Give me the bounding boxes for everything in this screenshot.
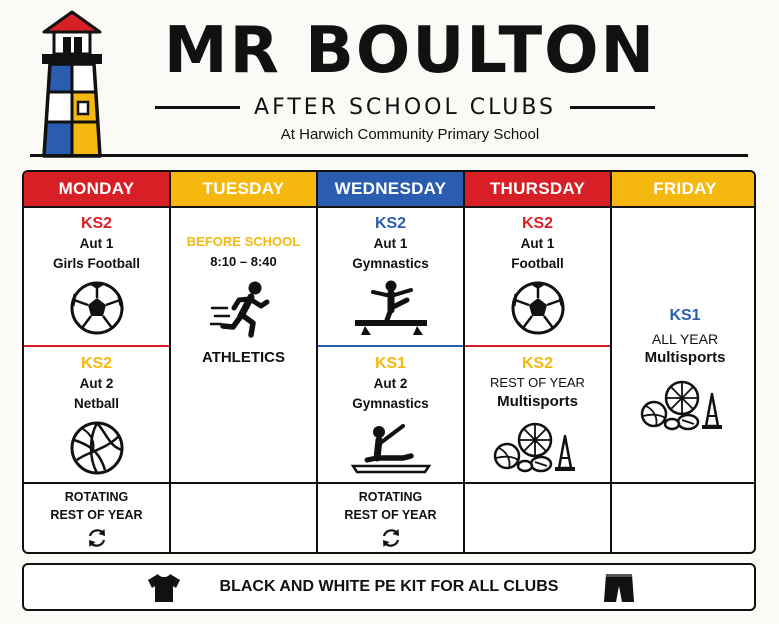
club-name: Football (511, 256, 564, 271)
football-icon (510, 280, 566, 336)
key-stage-label: KS2 (521, 355, 554, 372)
thursday-slot-1 (465, 214, 610, 336)
balance-beam-icon (349, 280, 433, 336)
multisports-icon (493, 418, 583, 474)
page-title: MR BOULTON (163, 14, 657, 88)
day-header-tuesday: TUESDAY (171, 172, 316, 208)
time-label: 8:10 – 8:40 (210, 254, 277, 269)
key-stage-label: KS1 (669, 307, 701, 324)
key-stage-label: KS1 (374, 355, 407, 372)
column-thursday (465, 172, 612, 552)
monday-slot-divider (24, 345, 169, 347)
tuesday-slot-1 (171, 232, 316, 368)
term-label: Aut 2 (79, 376, 114, 391)
netball-icon (69, 420, 125, 476)
rotating-label: ROTATING (64, 490, 129, 504)
rotate-icon (86, 527, 108, 549)
tshirt-icon (146, 572, 182, 604)
day-header-thursday: THURSDAY (465, 172, 610, 208)
monday-slot-2 (24, 354, 169, 476)
multisports-icon (640, 376, 730, 432)
subtitle-rule-left (155, 106, 240, 109)
wednesday-slot-2 (318, 354, 463, 476)
kit-notice: BLACK AND WHITE PE KIT FOR ALL CLUBS (219, 578, 559, 595)
term-label: Aut 1 (520, 236, 555, 251)
thursday-slot-2 (465, 354, 610, 474)
day-header-friday: FRIDAY (612, 172, 756, 208)
term-label: Aut 2 (373, 376, 408, 391)
thursday-slot-divider (465, 345, 610, 347)
lighthouse-icon (36, 10, 108, 160)
subtitle-rule-right (570, 106, 655, 109)
key-stage-label: KS2 (374, 215, 407, 232)
football-icon (69, 280, 125, 336)
page-subtitle: AFTER SCHOOL CLUBS (254, 94, 556, 120)
day-header-monday: MONDAY (24, 172, 169, 208)
timetable (22, 170, 756, 554)
kit-footer (22, 563, 756, 611)
rotate-icon (380, 527, 402, 549)
day-header-wednesday: WEDNESDAY (318, 172, 463, 208)
term-label: Aut 1 (79, 236, 114, 251)
wednesday-slot-3 (318, 488, 463, 549)
club-name: Gymnastics (352, 256, 429, 271)
club-name: Netball (73, 396, 119, 411)
club-name: ATHLETICS (201, 349, 286, 366)
school-name: At Harwich Community Primary School (280, 126, 540, 143)
key-stage-label: KS2 (80, 215, 113, 232)
shorts-icon (602, 572, 636, 604)
club-name: Gymnastics (352, 396, 429, 411)
column-friday (612, 172, 756, 552)
term-label: REST OF YEAR (490, 375, 585, 390)
subtitle-row (155, 92, 655, 122)
column-wednesday (318, 172, 465, 552)
rotating-label: ROTATING (358, 490, 423, 504)
wednesday-slot-1 (318, 214, 463, 336)
club-name: Girls Football (52, 256, 140, 271)
column-monday (24, 172, 171, 552)
runner-icon (209, 280, 279, 340)
wednesday-slot-divider (318, 345, 463, 347)
monday-slot-3 (24, 488, 169, 549)
club-name: Multisports (497, 393, 578, 410)
timing-label: BEFORE SCHOOL (186, 234, 301, 249)
key-stage-label: KS2 (80, 355, 113, 372)
floor-gymnast-icon (349, 420, 433, 476)
rest-of-year-label: REST OF YEAR (50, 508, 143, 522)
column-tuesday (171, 172, 318, 552)
key-stage-label: KS2 (521, 215, 554, 232)
term-label: Aut 1 (373, 236, 408, 251)
header-divider (30, 154, 748, 157)
club-name: Multisports (644, 349, 726, 366)
term-label: ALL YEAR (651, 331, 719, 347)
friday-slot-1 (612, 306, 756, 432)
rest-of-year-label: REST OF YEAR (344, 508, 437, 522)
monday-slot-1 (24, 214, 169, 336)
